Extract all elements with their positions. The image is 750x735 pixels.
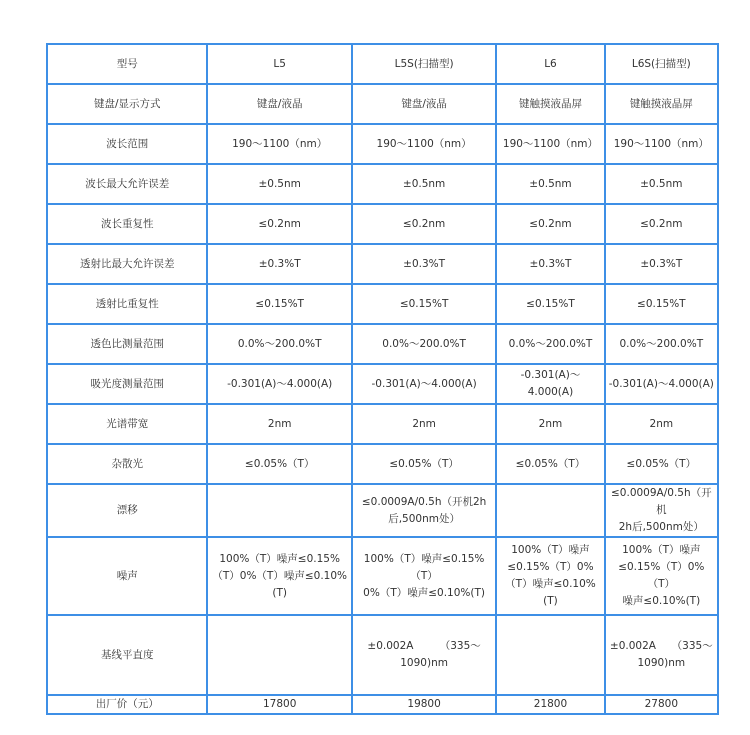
cell: ≤0.15%T — [605, 284, 718, 324]
table-row — [47, 164, 718, 204]
table-row — [47, 284, 718, 324]
table-row — [47, 404, 718, 444]
cell: ±0.5nm — [352, 164, 496, 204]
header-cell-l5: L5 — [207, 44, 351, 84]
table-row — [47, 244, 718, 284]
cell-line: 0%（T）噪声≤0.10%(T) — [363, 586, 486, 599]
cell-line: （T）噪声≤0.10%(T) — [505, 578, 596, 607]
cell-line: 后,500nm处） — [388, 512, 460, 525]
cell-line: 2h后,500nm处） — [618, 521, 704, 533]
cell: ≤0.15%T — [207, 284, 351, 324]
cell: 键触摸液晶屏 — [496, 84, 604, 124]
cell-line: 100%（T）噪声≤0.15% — [219, 552, 340, 565]
cell: ≤0.2nm — [352, 204, 496, 244]
table-row — [47, 204, 718, 244]
cell — [352, 537, 496, 615]
header-cell-l6s: L6S(扫描型) — [605, 44, 718, 84]
cell: 21800 — [496, 695, 604, 714]
cell: ≤0.2nm — [207, 204, 351, 244]
table-row-price — [47, 695, 718, 714]
row-label: 基线平直度 — [47, 615, 207, 695]
header-row — [47, 44, 718, 84]
table-row — [47, 444, 718, 484]
cell-line: ≤0.0009A/0.5h（开机2h — [361, 495, 487, 508]
cell: ≤0.05%（T） — [496, 444, 604, 484]
cell-line: 100%（T）噪声 — [622, 544, 701, 556]
cell: 19800 — [352, 695, 496, 714]
cell — [207, 615, 351, 695]
cell — [605, 537, 718, 615]
cell: -0.301(A)～4.000(A) — [605, 364, 718, 404]
cell: -0.301(A)～4.000(A) — [496, 364, 604, 404]
table-row-noise — [47, 537, 718, 615]
cell — [496, 484, 604, 537]
header-cell-model: 型号 — [47, 44, 207, 84]
cell-line: ≤0.0009A/0.5h（开机 — [611, 487, 712, 516]
cell-line: 1090)nm — [637, 657, 686, 669]
cell — [352, 615, 496, 695]
table-row — [47, 364, 718, 404]
cell — [605, 615, 718, 695]
cell: 键盘/液晶 — [352, 84, 496, 124]
cell: ≤0.2nm — [605, 204, 718, 244]
header-cell-l6: L6 — [496, 44, 604, 84]
cell: ±0.3%T — [605, 244, 718, 284]
cell-line: ±0.002A （335～ — [609, 640, 713, 652]
table-row — [47, 124, 718, 164]
cell: 190～1100（nm） — [605, 124, 718, 164]
cell: 0.0%～200.0%T — [352, 324, 496, 364]
cell-line: 100%（T）噪声 — [511, 544, 590, 556]
cell: ≤0.2nm — [496, 204, 604, 244]
cell: 0.0%～200.0%T — [605, 324, 718, 364]
row-label: 波长最大允许误差 — [47, 164, 207, 204]
cell-line: ≤0.15%（T）0%（T） — [618, 561, 705, 590]
cell: 0.0%～200.0%T — [496, 324, 604, 364]
row-label: 透色比测量范围 — [47, 324, 207, 364]
cell: -0.301(A)～4.000(A) — [207, 364, 351, 404]
cell-line: 1090)nm — [400, 657, 448, 669]
cell: ±0.5nm — [207, 164, 351, 204]
cell — [496, 615, 604, 695]
row-label: 透射比重复性 — [47, 284, 207, 324]
cell — [496, 537, 604, 615]
row-label: 键盘/显示方式 — [47, 84, 207, 124]
cell: ±0.5nm — [605, 164, 718, 204]
row-label: 波长范围 — [47, 124, 207, 164]
cell: 17800 — [207, 695, 351, 714]
cell: 键盘/液晶 — [207, 84, 351, 124]
cell: 27800 — [605, 695, 718, 714]
cell: 2nm — [605, 404, 718, 444]
header-cell-l5s: L5S(扫描型) — [352, 44, 496, 84]
cell: 190～1100（nm） — [207, 124, 351, 164]
cell-line: （T）0%（T）噪声≤0.10% — [212, 569, 347, 582]
cell — [207, 537, 351, 615]
row-label: 吸光度测量范围 — [47, 364, 207, 404]
cell: 2nm — [352, 404, 496, 444]
cell-line: 100%（T）噪声≤0.15%（T） — [363, 552, 485, 582]
cell: -0.301(A)～4.000(A) — [352, 364, 496, 404]
row-label: 透射比最大允许误差 — [47, 244, 207, 284]
cell-line: ≤0.15%（T）0% — [507, 561, 594, 573]
cell: ≤0.05%（T） — [352, 444, 496, 484]
cell: 2nm — [496, 404, 604, 444]
table-row — [47, 324, 718, 364]
cell: 190～1100（nm） — [352, 124, 496, 164]
cell: ±0.3%T — [207, 244, 351, 284]
cell: 190～1100（nm） — [496, 124, 604, 164]
cell: ±0.3%T — [352, 244, 496, 284]
cell: ≤0.15%T — [496, 284, 604, 324]
table-row-flatness — [47, 615, 718, 695]
row-label: 杂散光 — [47, 444, 207, 484]
cell — [207, 484, 351, 537]
cell: 0.0%～200.0%T — [207, 324, 351, 364]
cell: ±0.3%T — [496, 244, 604, 284]
cell: ≤0.15%T — [352, 284, 496, 324]
cell-line: ±0.002A （335～ — [367, 640, 481, 652]
table-row-drift — [47, 484, 718, 537]
row-label: 噪声 — [47, 537, 207, 615]
table-row — [47, 84, 718, 124]
cell — [352, 484, 496, 537]
cell-line: 噪声≤0.10%(T) — [622, 595, 701, 607]
cell-line: (T) — [272, 586, 287, 599]
cell: 2nm — [207, 404, 351, 444]
cell: ≤0.05%（T） — [605, 444, 718, 484]
row-label: 波长重复性 — [47, 204, 207, 244]
cell: 键触摸液晶屏 — [605, 84, 718, 124]
row-label: 光谱带宽 — [47, 404, 207, 444]
cell: ±0.5nm — [496, 164, 604, 204]
spec-table — [46, 43, 719, 715]
cell: ≤0.05%（T） — [207, 444, 351, 484]
cell — [605, 484, 718, 537]
row-label: 出厂价（元） — [47, 695, 207, 714]
row-label: 漂移 — [47, 484, 207, 537]
